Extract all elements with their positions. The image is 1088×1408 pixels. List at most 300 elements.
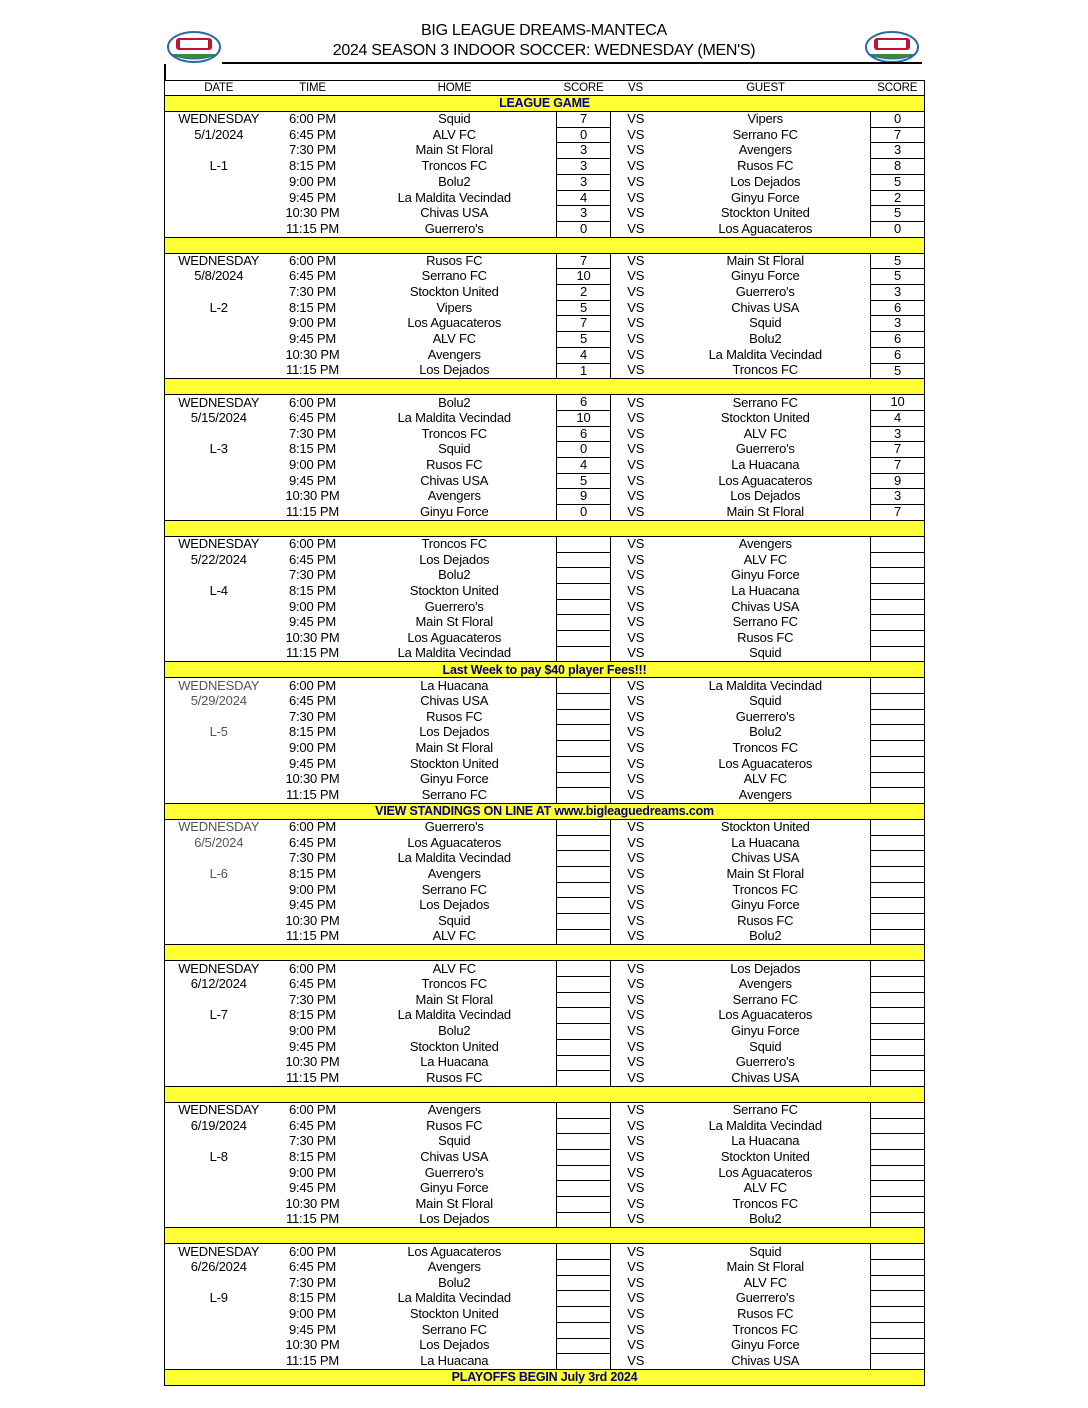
home-score: 0 (557, 221, 611, 237)
game-row (165, 442, 925, 458)
home-team: Stockton United (409, 1039, 499, 1054)
guest-team: Serrano FC (732, 1102, 798, 1118)
game-time: 10:30 PM (285, 1338, 340, 1353)
game-time: 6:00 PM (288, 1102, 336, 1118)
vs-label: VS (627, 1338, 645, 1353)
home-team: Stockton United (409, 284, 499, 300)
week-info-cell: 6/5/2024 (194, 835, 244, 850)
game-time: 11:15 PM (285, 929, 340, 944)
home-team: Los Dejados (419, 363, 490, 378)
week-info-cell (165, 505, 273, 521)
home-score (557, 1338, 611, 1354)
guest-score (871, 1165, 925, 1181)
vs-label: VS (627, 1055, 645, 1070)
game-time: 10:30 PM (285, 488, 340, 504)
week-info-cell (165, 316, 273, 332)
game-row (165, 1307, 925, 1323)
home-score (557, 552, 611, 568)
game-row (165, 489, 925, 505)
home-team: Rusos FC (426, 457, 483, 473)
game-row (165, 741, 925, 757)
game-row (165, 300, 925, 316)
home-team: Bolu2 (438, 174, 471, 189)
home-score: 0 (557, 127, 611, 143)
game-time: 6:45 PM (288, 835, 336, 850)
vs-label: VS (627, 1070, 645, 1085)
guest-team: La Huacana (731, 583, 800, 598)
game-row (165, 583, 925, 599)
week-info-cell (165, 992, 273, 1008)
col-header-date: DATE (165, 81, 273, 96)
game-time: 7:30 PM (288, 850, 336, 866)
band-message (165, 237, 925, 253)
week-info-cell (165, 772, 273, 788)
home-score: 3 (557, 206, 611, 222)
home-score: 3 (557, 143, 611, 159)
week-info-cell: WEDNESDAY (178, 819, 260, 835)
home-score (557, 835, 611, 851)
game-time: 9:00 PM (288, 1165, 336, 1180)
vs-label: VS (627, 1290, 645, 1306)
guest-score (871, 1354, 925, 1370)
guest-team: Chivas USA (731, 599, 800, 614)
guest-score (871, 1275, 925, 1291)
home-score (557, 1291, 611, 1307)
guest-score (871, 788, 925, 804)
vs-label: VS (627, 253, 645, 268)
week-info-cell (165, 1197, 273, 1213)
game-row (165, 143, 925, 159)
guest-team: La Huacana (731, 457, 800, 473)
game-row (165, 269, 925, 285)
vs-label: VS (627, 127, 645, 142)
week-info-cell: L-2 (209, 300, 228, 315)
game-row (165, 253, 925, 269)
home-team: Los Aguacateros (407, 835, 502, 850)
game-row (165, 347, 925, 363)
vs-label: VS (627, 394, 645, 410)
home-team: Chivas USA (420, 473, 489, 488)
guest-team: Chivas USA (731, 1070, 800, 1085)
home-score (557, 709, 611, 725)
game-time: 8:15 PM (288, 1149, 336, 1164)
guest-team: Bolu2 (749, 724, 782, 740)
guest-score (871, 1149, 925, 1165)
guest-team: Ginyu Force (730, 897, 800, 913)
home-score (557, 1354, 611, 1370)
home-team: Bolu2 (438, 1023, 471, 1039)
week-info-cell (165, 1055, 273, 1071)
week-info-cell (165, 1071, 273, 1087)
band-message (165, 520, 925, 536)
home-team: Main St Floral (415, 614, 493, 630)
game-row (165, 190, 925, 206)
game-time: 9:45 PM (288, 614, 336, 630)
guest-score (871, 1039, 925, 1055)
guest-team: Ginyu Force (730, 190, 800, 205)
guest-team: Troncos FC (732, 882, 798, 897)
guest-team: ALV FC (743, 772, 787, 787)
game-row (165, 159, 925, 175)
game-row (165, 1244, 925, 1260)
guest-team: Avengers (738, 976, 792, 992)
game-time: 6:45 PM (288, 1118, 336, 1133)
guest-score (871, 1134, 925, 1150)
home-score (557, 1039, 611, 1055)
home-team: Main St Floral (415, 142, 493, 158)
guest-team: ALV FC (743, 426, 787, 441)
game-time: 9:45 PM (288, 756, 336, 771)
game-time: 6:45 PM (288, 268, 336, 284)
guest-score (871, 631, 925, 647)
home-score (557, 1275, 611, 1291)
game-time: 11:15 PM (285, 1070, 340, 1085)
game-time: 10:30 PM (285, 205, 340, 221)
guest-score: 3 (871, 426, 925, 442)
week-info-cell: L-8 (209, 1149, 228, 1164)
game-row (165, 536, 925, 552)
vs-label: VS (627, 142, 645, 158)
home-team: ALV FC (432, 127, 476, 142)
guest-score: 5 (871, 269, 925, 285)
game-time: 9:45 PM (288, 1180, 336, 1196)
vs-label: VS (627, 410, 645, 425)
band-message (165, 1228, 925, 1244)
vs-label: VS (627, 897, 645, 913)
week-separator-band (165, 803, 925, 819)
home-team: Rusos FC (426, 1118, 483, 1133)
game-time: 6:00 PM (288, 960, 336, 976)
guest-team: Serrano FC (732, 394, 798, 410)
title-divider (222, 62, 922, 64)
left-border-tick (164, 64, 166, 80)
week-info-cell (165, 143, 273, 159)
band-message (165, 945, 925, 961)
home-score: 7 (557, 112, 611, 128)
game-row (165, 458, 925, 474)
week-info-cell (165, 709, 273, 725)
week-info-cell (165, 741, 273, 757)
game-time: 9:00 PM (288, 315, 336, 331)
guest-score (871, 725, 925, 741)
game-time: 10:30 PM (285, 772, 340, 787)
home-score: 6 (557, 395, 611, 411)
guest-team: Main St Floral (726, 1259, 804, 1275)
vs-label: VS (627, 1165, 645, 1180)
guest-score (871, 615, 925, 631)
guest-score (871, 819, 925, 835)
guest-score (871, 1260, 925, 1276)
guest-team: Ginyu Force (730, 1338, 800, 1353)
guest-score (871, 914, 925, 930)
game-row (165, 552, 925, 568)
home-team: Avengers (427, 488, 481, 504)
week-info-cell: WEDNESDAY (178, 394, 260, 410)
home-team: Main St Floral (415, 1196, 493, 1211)
guest-team: Los Dejados (730, 174, 801, 189)
vs-label: VS (627, 929, 645, 944)
guest-score: 3 (871, 285, 925, 301)
home-score (557, 741, 611, 757)
week-info-cell (165, 206, 273, 222)
home-score: 3 (557, 174, 611, 190)
guest-score: 3 (871, 489, 925, 505)
guest-team: Los Aguacateros (718, 221, 813, 236)
schedule-table (164, 80, 925, 1386)
home-team: Guerrero's (424, 221, 484, 236)
guest-team: Ginyu Force (730, 268, 800, 284)
guest-team: Guerrero's (735, 709, 795, 724)
guest-team: Chivas USA (731, 300, 800, 315)
guest-team: Avengers (738, 142, 792, 158)
game-time: 9:00 PM (288, 457, 336, 473)
week-info-cell (165, 914, 273, 930)
week-info-cell (165, 568, 273, 584)
home-score (557, 914, 611, 930)
game-row (165, 1071, 925, 1087)
game-time: 6:00 PM (288, 253, 336, 268)
week-info-cell (165, 458, 273, 474)
week-info-cell (165, 646, 273, 662)
vs-label: VS (627, 331, 645, 347)
game-time: 11:15 PM (285, 646, 340, 661)
game-time: 6:00 PM (288, 394, 336, 410)
guest-score: 5 (871, 174, 925, 190)
week-info-cell (165, 1275, 273, 1291)
week-separator-band (165, 1369, 925, 1385)
home-team: Los Dejados (419, 1338, 490, 1353)
guest-score (871, 1071, 925, 1087)
home-score (557, 1024, 611, 1040)
week-info-cell (165, 1165, 273, 1181)
vs-label: VS (627, 1353, 645, 1368)
game-row (165, 395, 925, 411)
game-row (165, 1197, 925, 1213)
vs-label: VS (627, 174, 645, 189)
guest-score: 3 (871, 316, 925, 332)
home-team: Avengers (427, 1102, 481, 1118)
week-info-cell: 6/26/2024 (190, 1259, 247, 1275)
game-row (165, 977, 925, 993)
league-game-label: LEAGUE GAME (165, 96, 925, 112)
guest-team: Chivas USA (731, 1353, 800, 1368)
week-info-cell (165, 599, 273, 615)
home-team: Bolu2 (438, 1275, 471, 1290)
game-row (165, 756, 925, 772)
game-time: 6:45 PM (288, 127, 336, 142)
game-row (165, 410, 925, 426)
game-row (165, 1212, 925, 1228)
home-team: Rusos FC (426, 1070, 483, 1085)
page-title: BIG LEAGUE DREAMS-MANTECA (421, 22, 667, 39)
week-info-cell (165, 285, 273, 301)
game-time: 6:00 PM (288, 536, 336, 552)
week-info-cell (165, 1212, 273, 1228)
week-separator-band (165, 237, 925, 253)
home-team: Guerrero's (424, 599, 484, 614)
vs-label: VS (627, 268, 645, 284)
game-time: 9:00 PM (288, 174, 336, 189)
home-team: La Maldita Vecindad (397, 1007, 511, 1023)
home-score (557, 929, 611, 945)
guest-score: 7 (871, 505, 925, 521)
vs-label: VS (627, 992, 645, 1007)
guest-team: Squid (749, 315, 782, 331)
vs-label: VS (627, 1275, 645, 1290)
game-time: 9:00 PM (288, 1306, 336, 1322)
guest-score (871, 1008, 925, 1024)
guest-team: Guerrero's (735, 1055, 795, 1070)
game-time: 8:15 PM (288, 724, 336, 740)
vs-label: VS (627, 772, 645, 787)
home-team: Guerrero's (424, 819, 484, 835)
guest-score: 10 (871, 395, 925, 411)
home-score (557, 898, 611, 914)
guest-team: Guerrero's (735, 441, 795, 457)
week-separator-band (165, 1086, 925, 1102)
week-info-cell (165, 1024, 273, 1040)
home-score: 2 (557, 285, 611, 301)
home-score (557, 1055, 611, 1071)
guest-score (871, 678, 925, 694)
home-team: La Huacana (420, 1353, 489, 1368)
game-row (165, 1118, 925, 1134)
home-score (557, 1260, 611, 1276)
week-info-cell (165, 347, 273, 363)
game-row (165, 819, 925, 835)
home-team: Los Dejados (419, 897, 490, 913)
home-score (557, 772, 611, 788)
home-team: Los Dejados (419, 724, 490, 740)
vs-label: VS (627, 677, 645, 693)
home-team: ALV FC (432, 331, 476, 347)
guest-team: Troncos FC (732, 1196, 798, 1211)
home-team: Serrano FC (421, 268, 487, 284)
guest-score: 6 (871, 347, 925, 363)
guest-score (871, 1212, 925, 1228)
guest-score (871, 694, 925, 710)
vs-label: VS (627, 552, 645, 567)
band-message: VIEW STANDINGS ON LINE AT www.bigleaguedreams.com (165, 803, 925, 819)
vs-label: VS (627, 1180, 645, 1196)
week-info-cell (165, 756, 273, 772)
guest-team: Los Aguacateros (718, 1165, 813, 1180)
week-info-cell: 6/19/2024 (190, 1118, 247, 1133)
guest-team: Stockton United (720, 819, 810, 835)
game-row (165, 914, 925, 930)
home-score (557, 536, 611, 552)
guest-team: ALV FC (743, 1275, 787, 1290)
guest-score (871, 646, 925, 662)
guest-score (871, 756, 925, 772)
vs-label: VS (627, 866, 645, 881)
guest-score (871, 929, 925, 945)
home-score (557, 1165, 611, 1181)
game-time: 9:45 PM (288, 473, 336, 488)
week-separator-band (165, 945, 925, 961)
game-time: 9:00 PM (288, 740, 336, 756)
home-score (557, 882, 611, 898)
vs-label: VS (627, 1196, 645, 1211)
guest-score (871, 1181, 925, 1197)
vs-label: VS (627, 960, 645, 976)
guest-team: Squid (749, 646, 782, 661)
guest-score (871, 1322, 925, 1338)
guest-team: Main St Floral (726, 504, 804, 519)
game-time: 8:15 PM (288, 583, 336, 598)
game-row (165, 929, 925, 945)
game-time: 9:45 PM (288, 331, 336, 347)
game-time: 11:15 PM (285, 504, 340, 519)
vs-label: VS (627, 1039, 645, 1054)
home-score (557, 678, 611, 694)
week-info-cell (165, 898, 273, 914)
game-row (165, 1149, 925, 1165)
vs-label: VS (627, 300, 645, 315)
guest-team: Squid (749, 1243, 782, 1259)
home-team: Los Dejados (419, 1212, 490, 1227)
game-row (165, 1039, 925, 1055)
home-score (557, 1071, 611, 1087)
home-score (557, 788, 611, 804)
vs-label: VS (627, 221, 645, 236)
guest-team: Rusos FC (737, 630, 794, 645)
week-info-cell (165, 882, 273, 898)
guest-team: Troncos FC (732, 1322, 798, 1337)
guest-score: 2 (871, 190, 925, 206)
vs-label: VS (627, 567, 645, 583)
game-row (165, 631, 925, 647)
week-info-cell: L-4 (209, 583, 228, 598)
guest-score (871, 1118, 925, 1134)
vs-label: VS (627, 1133, 645, 1149)
week-info-cell (165, 489, 273, 505)
game-row (165, 1275, 925, 1291)
game-time: 10:30 PM (285, 1196, 340, 1211)
home-team: La Maldita Vecindad (397, 646, 511, 661)
game-row (165, 709, 925, 725)
col-header-home: HOME (353, 81, 557, 96)
guest-score: 7 (871, 458, 925, 474)
home-score (557, 1134, 611, 1150)
week-info-cell: 5/1/2024 (194, 127, 244, 142)
home-score: 9 (557, 489, 611, 505)
col-header-guest: GUEST (661, 81, 871, 96)
vs-label: VS (627, 756, 645, 771)
week-info-cell (165, 426, 273, 442)
week-info-cell (165, 221, 273, 237)
guest-score (871, 992, 925, 1008)
vs-label: VS (627, 441, 645, 457)
game-row (165, 473, 925, 489)
guest-team: Squid (749, 1039, 782, 1054)
week-info-cell (165, 174, 273, 190)
game-time: 11:15 PM (285, 1353, 340, 1368)
game-time: 9:00 PM (288, 882, 336, 897)
guest-score: 5 (871, 253, 925, 269)
guest-team: Bolu2 (749, 929, 782, 944)
game-row (165, 678, 925, 694)
vs-label: VS (627, 614, 645, 630)
home-score (557, 646, 611, 662)
home-score: 10 (557, 410, 611, 426)
guest-score (871, 851, 925, 867)
guest-score (871, 772, 925, 788)
home-team: Ginyu Force (419, 1180, 489, 1196)
game-row (165, 285, 925, 301)
guest-team: La Maldita Vecindad (708, 1118, 822, 1133)
guest-score: 8 (871, 159, 925, 175)
